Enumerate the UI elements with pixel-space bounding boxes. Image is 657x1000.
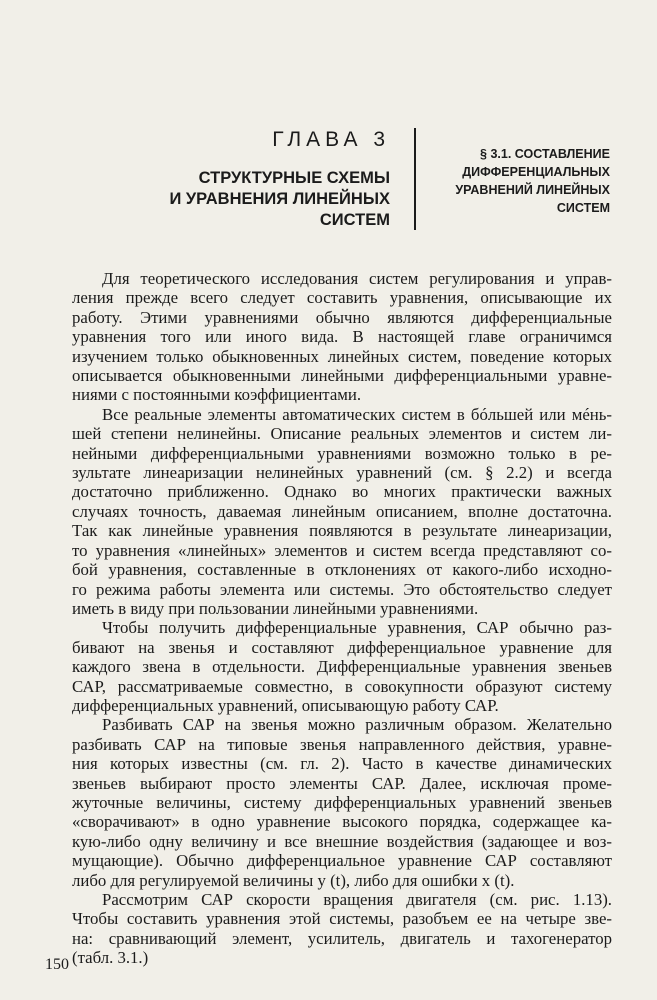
text-line: бивают на звенья и составляют дифференциальное уравнение для (72, 637, 612, 657)
text-line: Для теоретического исследования систем регулирования и управ- (102, 269, 612, 288)
text-line: описывается обыкновенными линейными дифференциальными уравне- (72, 366, 612, 386)
text-line: работу. Этими уравнениями обычно являются дифференциальные (72, 307, 612, 327)
text-line: случаях точность, даваемая линейным описанием, вполне достаточна. (72, 501, 612, 521)
chapter-label: ГЛАВА 3 (272, 128, 390, 151)
chapter-title (150, 168, 390, 231)
text-line: шей степени нелинейны. Описание реальных элементов и систем ли- (72, 424, 612, 444)
section-title-line: УРАВНЕНИЙ ЛИНЕЙНЫХ (455, 183, 610, 197)
text-line: жуточные величины, систему дифференциальных уравнений звеньев (72, 792, 612, 812)
section-title-line: СИСТЕМ (556, 201, 610, 215)
text-line: уравнения того или иного вида. В настоящей главе ограничимся (72, 327, 612, 347)
text-line: ления прежде всего следует составить уравнения, описывающие их (72, 288, 612, 308)
heading-divider (414, 128, 416, 230)
text-line: мущающие). Обычно дифференциальное уравнение САР составляют (72, 851, 612, 871)
paragraph-2 (72, 405, 612, 618)
text-line: иметь в виду при пользовании линейными уравнениями. (72, 598, 479, 618)
section-title (428, 145, 610, 217)
chapter-heading (0, 128, 657, 238)
text-line: на: сравнивающий элемент, усилитель, двигатель и тахогенератор (72, 928, 612, 948)
text-line: кую-либо одну величину и все внешние воздействия (задающее и воз- (72, 831, 612, 851)
section-title-line: § 3.1. СОСТАВЛЕНИЕ (480, 147, 610, 161)
text-line: го режима работы элемента или системы. Это обстоятельство следует (72, 579, 612, 599)
text-line: каждого звена в отдельности. Дифференциальные уравнения звеньев (72, 657, 612, 677)
paragraph-1 (72, 269, 612, 405)
text-line: нейными дифференциальными уравнениями возможно только в ре- (72, 443, 612, 463)
chapter-title-line: СИСТЕМ (319, 211, 390, 229)
text-line: то уравнения «линейных» элементов и систем всегда представляют со- (72, 540, 612, 560)
text-line: Все реальные элементы автоматических систем в бóльшей или мéнь- (102, 404, 612, 424)
text-line: САР, рассматриваемые совместно, в совокупности образуют систему (72, 676, 612, 696)
page-number: 150 (45, 956, 69, 973)
text-line: дифференциальных уравнений, описывающую работу САР. (72, 695, 499, 715)
text-line: Чтобы получить дифференциальные уравнения, САР обычно раз- (102, 618, 612, 638)
text-line: Чтобы составить уравнения этой системы, разобъем ее на четыре зве- (72, 909, 612, 929)
text-line: зультате линеаризации нелинейных уравнений (см. § 2.2) и всегда (72, 463, 612, 483)
text-line: достаточно приближенно. Однако во многих практически важных (72, 482, 612, 502)
paragraph-3 (72, 618, 612, 715)
chapter-title-line: И УРАВНЕНИЯ ЛИНЕЙНЫХ (169, 190, 390, 208)
text-line: изучением только обыкновенных линейных систем, поведение которых (72, 346, 612, 366)
text-line: либо для регулируемой величины y (t), либо для ошибки x (t). (72, 870, 515, 890)
chapter-heading-left (150, 128, 390, 231)
text-line: Рассмотрим САР скорости вращения двигателя (см. рис. 1.13). (102, 890, 612, 909)
body-text (72, 269, 612, 968)
text-line: Разбивать САР на звенья можно различным образом. Желательно (102, 715, 612, 735)
text-line: (табл. 3.1.) (72, 948, 149, 968)
text-line: разбивать САР на типовые звенья направленного действия, уравне- (72, 734, 612, 754)
text-line: ниями с постоянными коэффициентами. (72, 385, 362, 405)
text-line: Так как линейные уравнения появляются в результате линеаризации, (72, 521, 612, 541)
chapter-title-line: СТРУКТУРНЫЕ СХЕМЫ (198, 169, 390, 187)
text-line: ния которых известны (см. гл. 2). Часто в качестве динамических (72, 754, 612, 774)
text-line: «сворачивают» в одно уравнение высокого порядка, содержащее ка- (72, 812, 612, 832)
text-line: звеньев выбирают просто элементы САР. Далее, исключая проме- (72, 773, 612, 793)
text-line: бой уравнения, составленные в отклонениях от какого-либо исходно- (72, 560, 612, 580)
paragraph-5 (72, 890, 612, 968)
paragraph-4 (72, 715, 612, 890)
section-title-line: ДИФФЕРЕНЦИАЛЬНЫХ (462, 165, 610, 179)
